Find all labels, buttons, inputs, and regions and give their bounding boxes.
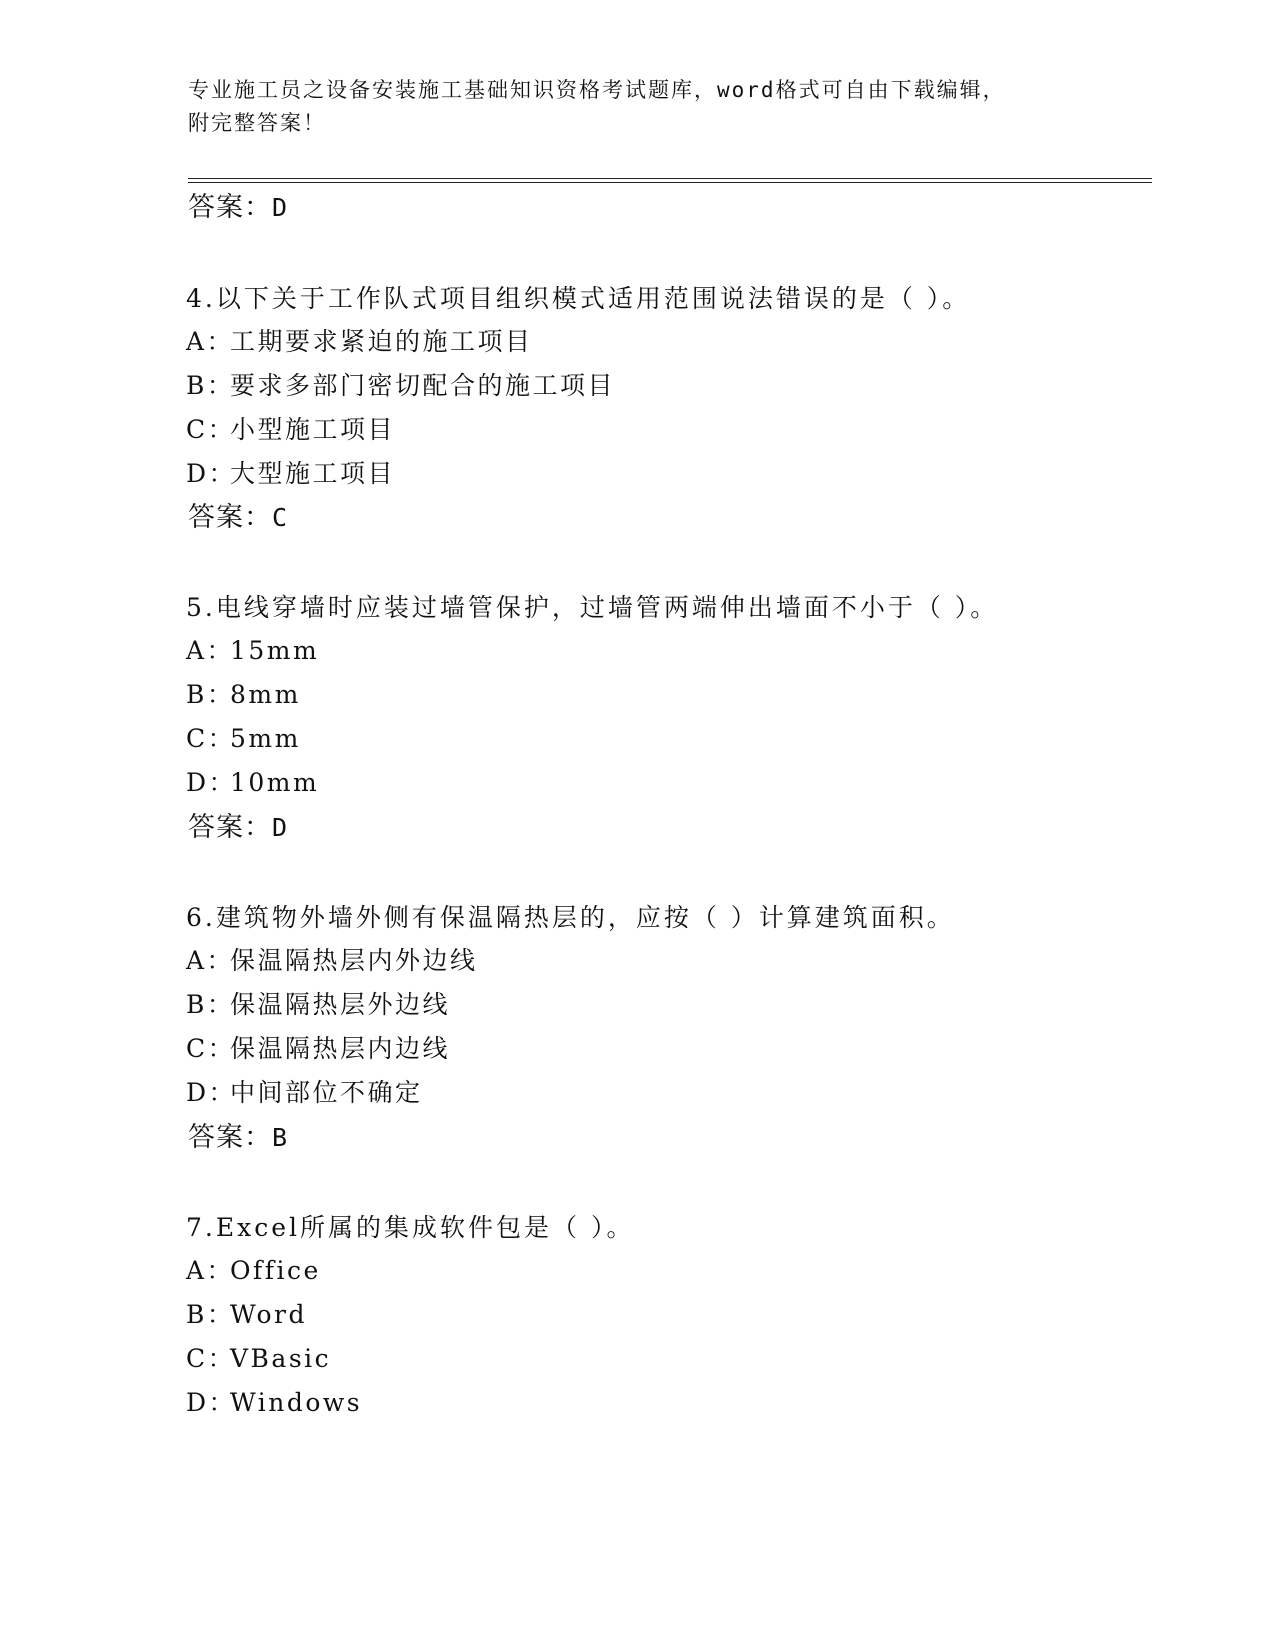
option-text: Word [230, 1300, 308, 1329]
option-key: A： [186, 1256, 235, 1285]
question-number: 4. [186, 284, 216, 313]
question-text: 以下关于工作队式项目组织模式适用范围说法错误的是（ ）。 [215, 284, 971, 313]
option-d [186, 1076, 423, 1110]
option-key: C： [186, 1344, 236, 1373]
question-number: 6. [186, 903, 216, 932]
option-text: 要求多部门密切配合的施工项目 [230, 371, 616, 400]
option-text: 10mm [230, 768, 320, 797]
header-divider-top [188, 178, 1152, 179]
option-key: B： [186, 371, 235, 400]
option-a [186, 325, 533, 359]
option-key: B： [186, 990, 235, 1019]
answer-line [188, 1120, 288, 1156]
option-b [186, 369, 615, 403]
option-text: Office [230, 1256, 321, 1285]
option-b [186, 678, 301, 712]
option-c [186, 1032, 450, 1066]
header-divider-bottom [188, 182, 1152, 183]
answer-line [188, 810, 288, 846]
option-text: 5mm [230, 724, 301, 753]
answer-label: 答案： [188, 192, 272, 223]
answer-label: 答案： [188, 1122, 272, 1153]
option-text: VBasic [230, 1344, 332, 1373]
option-a [186, 1254, 321, 1288]
answer-label: 答案： [188, 502, 272, 533]
option-a [186, 944, 478, 978]
answer-value: B [272, 1123, 289, 1152]
answer-value: C [272, 503, 289, 532]
option-key: D： [186, 459, 237, 488]
question-text: Excel所属的集成软件包是（ ）。 [215, 1213, 635, 1242]
option-key: A： [186, 327, 235, 356]
option-d [186, 457, 395, 491]
option-text: 保温隔热层外边线 [230, 990, 451, 1019]
header-line-2: 附完整答案！ [188, 111, 326, 135]
option-text: 保温隔热层内外边线 [230, 946, 478, 975]
document-header [188, 74, 1068, 140]
option-key: D： [186, 1078, 237, 1107]
option-key: C： [186, 724, 236, 753]
option-text: 小型施工项目 [230, 415, 396, 444]
option-key: C： [186, 1034, 236, 1063]
option-key: A： [186, 636, 235, 665]
option-a [186, 634, 319, 668]
answer-line [188, 190, 288, 226]
option-text: 8mm [230, 680, 301, 709]
option-key: B： [186, 1300, 235, 1329]
answer-value: D [272, 193, 289, 222]
option-key: A： [186, 946, 235, 975]
option-c [186, 1342, 331, 1376]
option-text: Windows [230, 1388, 363, 1417]
option-text: 工期要求紧迫的施工项目 [230, 327, 533, 356]
answer-value: D [272, 813, 289, 842]
question-stem [186, 901, 955, 935]
option-b [186, 988, 450, 1022]
question-text: 建筑物外墙外侧有保温隔热层的，应按（ ）计算建筑面积。 [215, 903, 955, 932]
question-stem [186, 1211, 634, 1245]
option-key: D： [186, 1388, 237, 1417]
question-number: 5. [186, 593, 216, 622]
option-c [186, 413, 395, 447]
question-stem [186, 591, 998, 625]
answer-line [188, 500, 288, 536]
option-text: 中间部位不确定 [230, 1078, 423, 1107]
option-key: C： [186, 415, 236, 444]
option-text: 保温隔热层内边线 [230, 1034, 451, 1063]
option-text: 15mm [230, 636, 320, 665]
option-d [186, 766, 319, 800]
answer-label: 答案： [188, 812, 272, 843]
question-number: 7. [186, 1213, 216, 1242]
option-c [186, 722, 301, 756]
header-line-1: 专业施工员之设备安装施工基础知识资格考试题库，word格式可自由下载编辑， [188, 78, 1006, 102]
option-text: 大型施工项目 [230, 459, 396, 488]
question-text: 电线穿墙时应装过墙管保护，过墙管两端伸出墙面不小于（ ）。 [215, 593, 999, 622]
option-key: D： [186, 768, 237, 797]
option-d [186, 1386, 362, 1420]
option-b [186, 1298, 307, 1332]
option-key: B： [186, 680, 235, 709]
question-stem [186, 282, 970, 316]
